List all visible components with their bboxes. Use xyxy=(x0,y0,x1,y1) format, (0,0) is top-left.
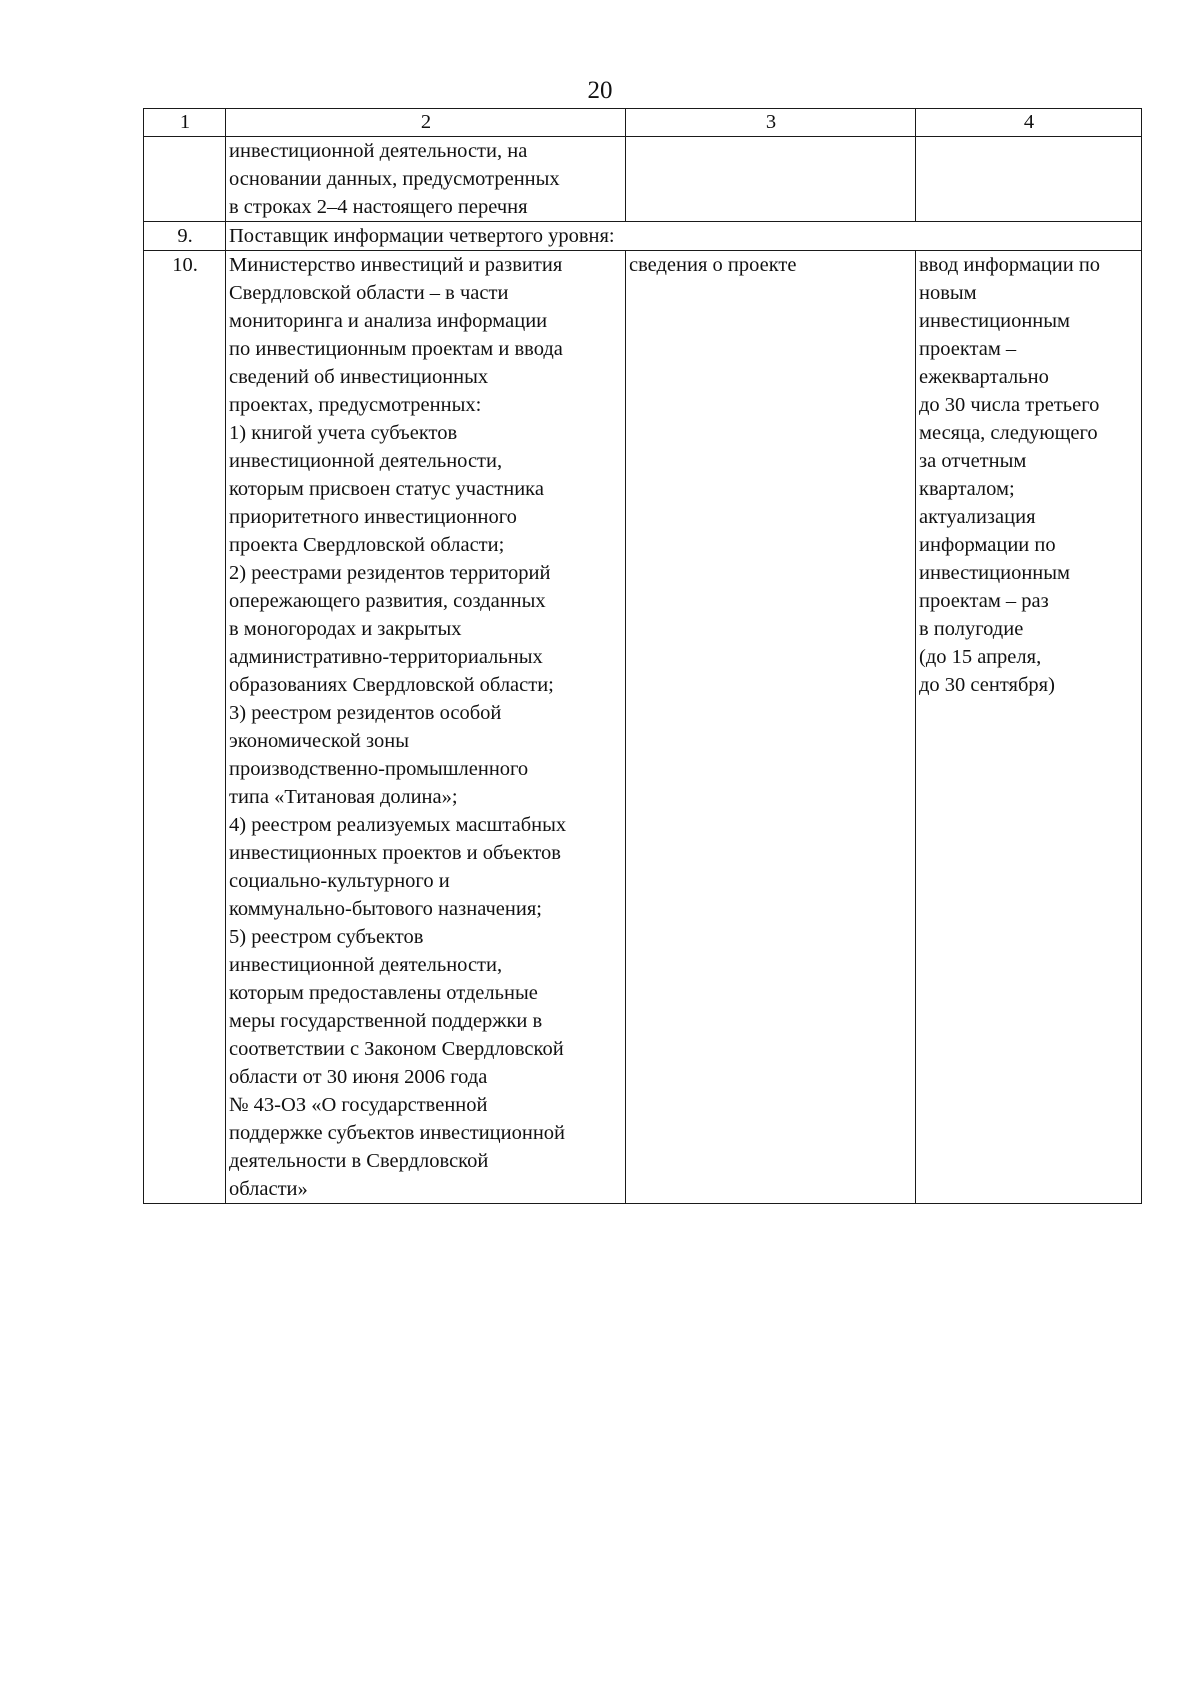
text-line: ввод информации по xyxy=(919,254,1101,276)
text-line: мониторинга и анализа информации xyxy=(229,310,548,332)
text-line: административно-территориальных xyxy=(229,646,543,668)
text-line: Министерство инвестиций и развития xyxy=(229,254,563,276)
table-row-10 xyxy=(144,251,1142,1204)
text-line: № 43-ОЗ «О государственной xyxy=(229,1094,488,1116)
text-line: которым предоставлены отдельные xyxy=(229,982,538,1004)
schedule-cell xyxy=(916,251,1142,1204)
text-line: области» xyxy=(229,1178,308,1200)
table-row-9 xyxy=(144,222,1142,251)
continuation-schedule-cell xyxy=(916,137,1142,222)
row-9-text: Поставщик информации четвертого уровня: xyxy=(226,222,1142,251)
data-table xyxy=(143,108,1142,1204)
text-line: приоритетного инвестиционного xyxy=(229,506,517,528)
row-number: 9. xyxy=(144,222,226,251)
provider-description-cell xyxy=(226,251,626,1204)
table-header-row xyxy=(144,109,1142,137)
text-line: экономической зоны xyxy=(229,730,409,752)
text-line: инвестиционной деятельности, xyxy=(229,450,503,472)
row-number: 10. xyxy=(144,251,226,1204)
text-line: проектам – xyxy=(919,338,1017,360)
text-line: кварталом; xyxy=(919,478,1015,500)
text-line: до 30 сентября) xyxy=(919,674,1055,696)
text-line: актуализация xyxy=(919,506,1036,528)
continuation-text-cell xyxy=(226,137,626,222)
header-cell-1: 1 xyxy=(144,109,226,137)
table-row-continuation xyxy=(144,137,1142,222)
header-cell-2: 2 xyxy=(226,109,626,137)
text-line: месяца, следующего xyxy=(919,422,1098,444)
text-line: образованиях Свердловской области; xyxy=(229,674,554,696)
text-line: соответствии с Законом Свердловской xyxy=(229,1038,564,1060)
continuation-number-cell xyxy=(144,137,226,222)
text-line: 3) реестром резидентов особой xyxy=(229,702,502,724)
text-line: инвестиционной деятельности, xyxy=(229,954,503,976)
text-line: до 30 числа третьего xyxy=(919,394,1100,416)
text-line: проектах, предусмотренных: xyxy=(229,394,482,416)
text-line: производственно-промышленного xyxy=(229,758,529,780)
text-line: основании данных, предусмотренных xyxy=(229,168,560,190)
text-line: 2) реестрами резидентов территорий xyxy=(229,562,551,584)
text-line: в полугодие xyxy=(919,618,1024,640)
text-line: инвестиционным xyxy=(919,562,1071,584)
information-composition-cell xyxy=(626,251,916,1204)
text-line: коммунально-бытового назначения; xyxy=(229,898,542,920)
text-line: сведения о проекте xyxy=(629,254,797,276)
text-line: новым xyxy=(919,282,977,304)
text-line: поддержке субъектов инвестиционной xyxy=(229,1122,566,1144)
text-line: деятельности в Свердловской xyxy=(229,1150,489,1172)
text-line: ежеквартально xyxy=(919,366,1049,388)
page-number: 20 xyxy=(587,77,613,104)
text-line: социально-культурного и xyxy=(229,870,450,892)
text-line: инвестиционным xyxy=(919,310,1071,332)
header-cell-4: 4 xyxy=(916,109,1142,137)
text-line: типа «Титановая долина»; xyxy=(229,786,458,808)
text-line: Свердловской области – в части xyxy=(229,282,509,304)
text-line: проекта Свердловской области; xyxy=(229,534,505,556)
text-line: информации по xyxy=(919,534,1056,556)
text-line: за отчетным xyxy=(919,450,1027,472)
text-line: инвестиционных проектов и объектов xyxy=(229,842,561,864)
text-line: 1) книгой учета субъектов xyxy=(229,422,458,444)
text-line: инвестиционной деятельности, на xyxy=(229,140,528,162)
text-line: сведений об инвестиционных xyxy=(229,366,489,388)
text-line: 4) реестром реализуемых масштабных xyxy=(229,814,567,836)
text-line: области от 30 июня 2006 года xyxy=(229,1066,488,1088)
continuation-info-cell xyxy=(626,137,916,222)
header-cell-3: 3 xyxy=(626,109,916,137)
text-line: по инвестиционным проектам и ввода xyxy=(229,338,563,360)
text-line: которым присвоен статус участника xyxy=(229,478,544,500)
text-line: опережающего развития, созданных xyxy=(229,590,546,612)
text-line: проектам – раз xyxy=(919,590,1049,612)
text-line: в строках 2–4 настоящего перечня xyxy=(229,196,528,218)
text-line: 5) реестром субъектов xyxy=(229,926,424,948)
text-line: (до 15 апреля, xyxy=(919,646,1042,668)
text-line: меры государственной поддержки в xyxy=(229,1010,543,1032)
text-line: в моногородах и закрытых xyxy=(229,618,462,640)
